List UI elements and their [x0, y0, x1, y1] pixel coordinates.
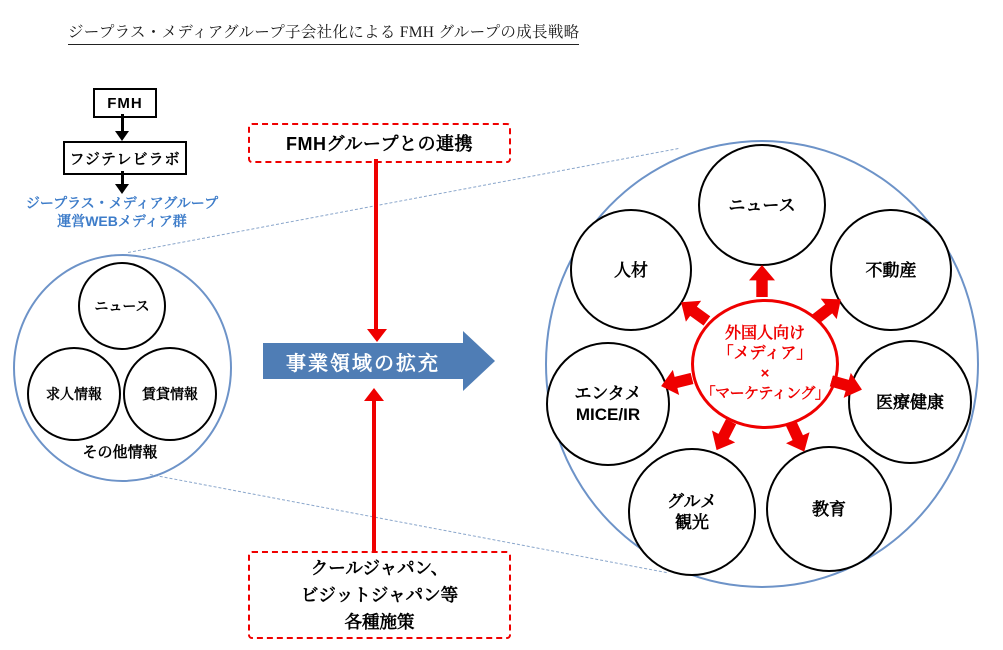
satellite-label: 医療健康	[876, 392, 944, 412]
satellite-circle-hr	[570, 209, 692, 331]
media-circle-news: ニュース	[78, 262, 166, 350]
satellite-circle-medical	[848, 340, 972, 464]
flow-connector-line-1	[121, 114, 124, 132]
flow-connector-line-2	[121, 171, 124, 185]
satellite-circle-news	[698, 144, 826, 266]
japan-policy-note	[248, 551, 511, 639]
media-circle-jobs: 求人情報	[27, 347, 121, 441]
satellite-circle-entertainment	[546, 342, 670, 466]
satellite-circle-education	[766, 446, 892, 572]
satellite-label: グルメ	[667, 492, 717, 511]
satellite-label: 教育	[812, 499, 846, 519]
policy-note-line-2: ビジットジャパン等	[300, 584, 459, 605]
caption-line-1: ジープラス・メディアグループ	[25, 195, 219, 211]
red-down-arrow-line	[374, 159, 378, 330]
gplus-media-caption	[13, 194, 231, 230]
satellite-label: 不動産	[865, 260, 917, 280]
policy-note-line-3: 各種施策	[344, 611, 415, 632]
satellite-label: エンタメ	[574, 384, 642, 403]
satellite-label: ニュース	[728, 195, 796, 215]
satellite-circle-gourmet-tourism	[628, 448, 756, 576]
fmh-parent-box: FMH	[93, 88, 157, 118]
hub-line-2: 「メディア」	[717, 345, 813, 362]
fujitv-lab-box: フジテレビラボ	[63, 141, 187, 175]
expansion-arrow-label: 事業領域の拡充	[286, 352, 440, 375]
satellite-circle-realestate	[830, 209, 952, 331]
policy-note-line-1: クールジャパン、	[310, 557, 449, 578]
satellite-label-2: MICE/IR	[575, 405, 641, 424]
red-up-arrow-icon	[364, 388, 384, 401]
expansion-arrow-head-icon	[463, 331, 495, 391]
hub-line-3: ×	[760, 365, 770, 382]
red-down-arrow-icon	[367, 329, 387, 342]
hub-line-1: 外国人向け	[724, 325, 805, 342]
down-arrow-icon-2	[115, 184, 129, 194]
page-title: ジープラス・メディアグループ子会社化による FMH グループの成長戦略	[68, 20, 579, 45]
satellite-label-2: 観光	[675, 513, 709, 532]
media-circle-rental: 賃貸情報	[123, 347, 217, 441]
red-up-arrow-line	[372, 401, 376, 551]
satellite-label: 人材	[614, 260, 648, 280]
hub-line-4: 「マーケティング」	[700, 385, 830, 402]
other-info-label: その他情報	[82, 444, 158, 461]
fmh-collaboration-note: FMHグループとの連携	[248, 123, 511, 163]
down-arrow-icon-1	[115, 131, 129, 141]
caption-line-2: 運営WEBメディア群	[57, 213, 187, 229]
